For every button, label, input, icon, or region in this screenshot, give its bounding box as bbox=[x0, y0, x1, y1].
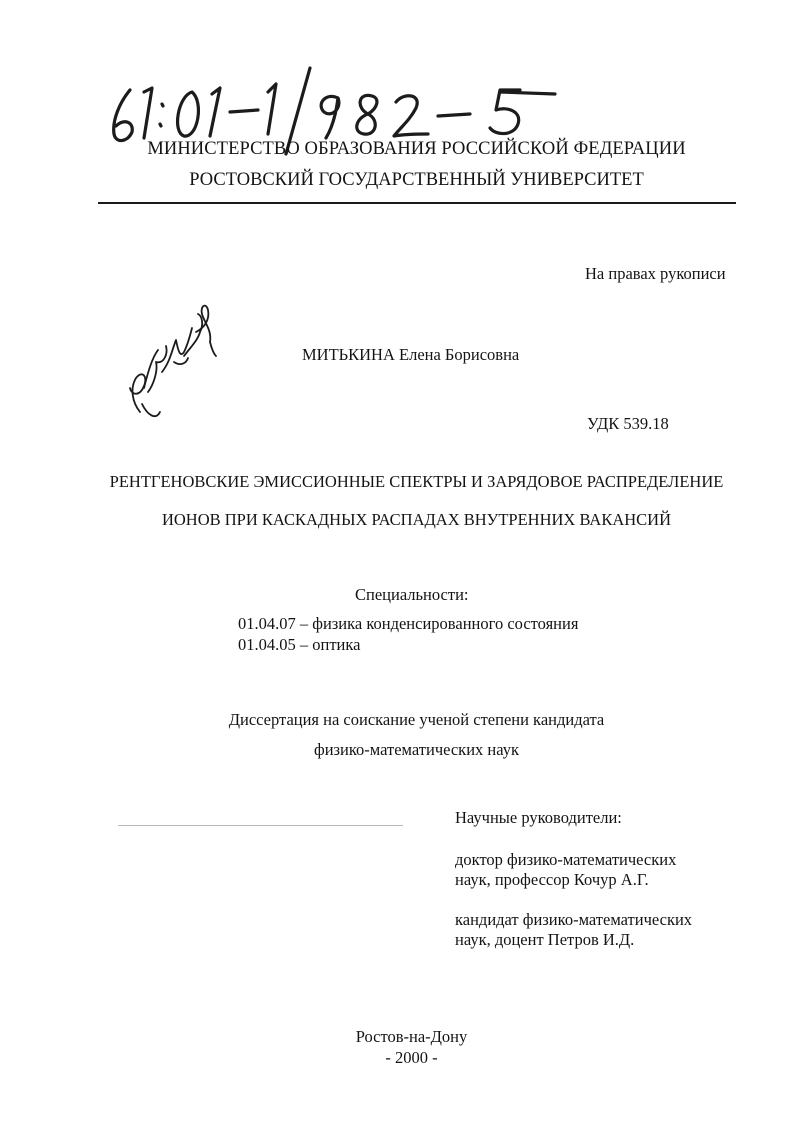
handwritten-digit bbox=[268, 84, 276, 134]
year: - 2000 - bbox=[385, 1048, 438, 1067]
handwritten-digit bbox=[357, 95, 377, 134]
supervisors-heading: Научные руководители: bbox=[455, 808, 622, 827]
supervisor-second-line: наук, доцент Петров И.Д. bbox=[455, 930, 635, 949]
supervisor-second-line: кандидат физико-математических bbox=[455, 910, 693, 929]
handwritten-digit bbox=[144, 88, 152, 138]
supervisor-first-line: наук, профессор Кочур А.Г. bbox=[455, 870, 649, 889]
city: Ростов-на-Дону bbox=[355, 1027, 468, 1046]
udc-code: УДК 539.18 bbox=[587, 414, 669, 433]
dissertation-title-line: РЕНТГЕНОВСКИЕ ЭМИССИОННЫЕ СПЕКТРЫ И ЗАРЯДОВОЕ РАСПРЕДЕЛЕНИЕ bbox=[109, 472, 724, 491]
handwritten-colon bbox=[160, 104, 163, 126]
handwritten-signature bbox=[118, 292, 228, 424]
handwritten-digit bbox=[114, 90, 133, 141]
dissertation-title-line: ИОНОВ ПРИ КАСКАДНЫХ РАСПАДАХ ВНУТРЕННИХ ВАКАНСИЙ bbox=[161, 510, 672, 529]
handwritten-digit bbox=[210, 88, 220, 136]
manuscript-rights-note: На правах рукописи bbox=[585, 264, 726, 283]
header-divider bbox=[98, 202, 736, 204]
handwritten-digit bbox=[490, 90, 520, 134]
handwritten-digit bbox=[394, 96, 428, 136]
university-name: РОСТОВСКИЙ ГОСУДАРСТВЕННЫЙ УНИВЕРСИТЕТ bbox=[189, 170, 644, 190]
faint-scan-line bbox=[118, 825, 403, 826]
specialties-heading: Специальности: bbox=[355, 585, 469, 604]
handwritten-digit bbox=[178, 92, 199, 136]
handwritten-underline bbox=[500, 92, 555, 94]
author-name: МИТЬКИНА Елена Борисовна bbox=[302, 345, 520, 364]
specialty-item: 01.04.07 – физика конденсированного состояния bbox=[238, 614, 579, 633]
handwritten-dash bbox=[438, 114, 470, 116]
degree-statement-line: физико-математических наук bbox=[314, 740, 519, 759]
handwritten-digit bbox=[321, 96, 339, 138]
supervisor-first-line: доктор физико-математических bbox=[455, 850, 677, 869]
ministry-name: МИНИСТЕРСТВО ОБРАЗОВАНИЯ РОССИЙСКОЙ ФЕДЕРАЦИИ bbox=[147, 139, 686, 159]
handwritten-dash bbox=[230, 110, 258, 112]
specialty-item: 01.04.05 – оптика bbox=[238, 635, 361, 654]
degree-statement-line: Диссертация на соискание ученой степени кандидата bbox=[228, 710, 605, 729]
